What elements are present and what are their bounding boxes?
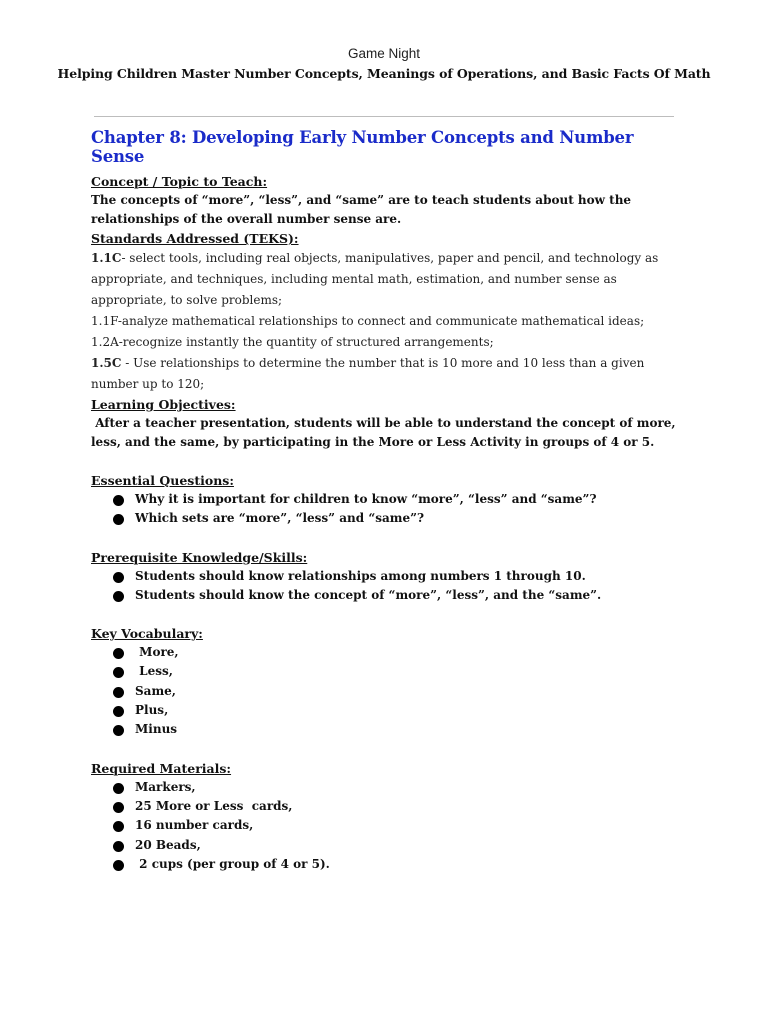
- bullet-icon: [113, 648, 124, 659]
- bullet-icon: [113, 667, 124, 678]
- list-item: 20 Beads,: [113, 836, 691, 855]
- standard-item: [91, 248, 691, 311]
- header-title: Game Night: [347, 46, 421, 61]
- list-item: Why it is important for children to know “more”, “less” and “same”?: [113, 490, 691, 509]
- bullet-icon: [113, 841, 124, 852]
- prerequisite-label: Prerequisite Knowledge/Skills:: [91, 549, 308, 565]
- standards-label: Standards Addressed (TEKS):: [91, 231, 299, 246]
- standard-text: - select tools, including real objects, manipulatives, paper and pencil, and technology as appropriate, and techniques, including mental math, estimation, and number sense as appropriate, to solve problems;: [91, 251, 659, 307]
- lesson-content: [91, 128, 691, 874]
- vocabulary-list: [91, 643, 691, 739]
- bullet-icon: [113, 802, 124, 813]
- materials-list: [91, 778, 691, 874]
- bullet-icon: [113, 783, 124, 794]
- essential-questions-list: [91, 490, 691, 529]
- essential-questions-label: Essential Questions:: [91, 473, 234, 488]
- standard-text: - Use relationships to determine the number that is 10 more and 10 less than a given number up to 120;: [91, 356, 645, 391]
- list-item: Students should know relationships among numbers 1 through 10.: [113, 567, 691, 586]
- chapter-title: Chapter 8: Developing Early Number Concepts and Number Sense: [91, 128, 634, 166]
- list-item: Less,: [113, 662, 691, 681]
- standard-text: 1.1F-analyze mathematical relationships to connect and communicate mathematical ideas;: [91, 314, 645, 328]
- list-item: Plus,: [113, 701, 691, 720]
- header-divider: [94, 116, 674, 117]
- bullet-icon: [113, 495, 124, 506]
- bullet-icon: [113, 860, 124, 871]
- header-subtitle: Helping Children Master Number Concepts, Meanings of Operations, and Basic Facts Of Math: [57, 66, 711, 81]
- list-item: Markers,: [113, 778, 691, 797]
- vocabulary-label: Key Vocabulary:: [91, 626, 203, 642]
- prerequisite-list: [91, 567, 691, 606]
- bullet-icon: [113, 706, 124, 717]
- concept-label: Concept / Topic to Teach:: [91, 174, 268, 189]
- list-item: Which sets are “more”, “less” and “same”?: [113, 509, 691, 528]
- bullet-icon: [113, 687, 124, 698]
- list-item: 2 cups (per group of 4 or 5).: [113, 855, 691, 874]
- standard-code: 1.1C: [91, 251, 122, 265]
- standard-item: [91, 311, 691, 332]
- materials-label: Required Materials:: [91, 760, 232, 776]
- list-item: More,: [113, 643, 691, 662]
- list-item: Students should know the concept of “more”, “less”, and the “same”.: [113, 586, 691, 605]
- concept-text: The concepts of “more”, “less”, and “same” are to teach students about how the relationships of the overall number sense are.: [91, 193, 632, 226]
- list-item: 25 More or Less cards,: [113, 797, 691, 816]
- bullet-icon: [113, 591, 124, 602]
- bullet-icon: [113, 514, 124, 525]
- list-item: Same,: [113, 682, 691, 701]
- objectives-label: Learning Objectives:: [91, 397, 236, 412]
- list-item: Minus: [113, 720, 691, 739]
- bullet-icon: [113, 725, 124, 736]
- standard-code: 1.5C: [91, 356, 122, 370]
- bullet-icon: [113, 572, 124, 583]
- standard-item: [91, 353, 691, 395]
- standard-item: [91, 332, 691, 353]
- objectives-text: After a teacher presentation, students will be able to understand the concept of more, less, and the same, by participating in the More or Less Activity in groups of 4 or 5.: [91, 416, 680, 449]
- list-item: 16 number cards,: [113, 816, 691, 835]
- bullet-icon: [113, 821, 124, 832]
- standard-text: 1.2A-recognize instantly the quantity of structured arrangements;: [91, 335, 494, 349]
